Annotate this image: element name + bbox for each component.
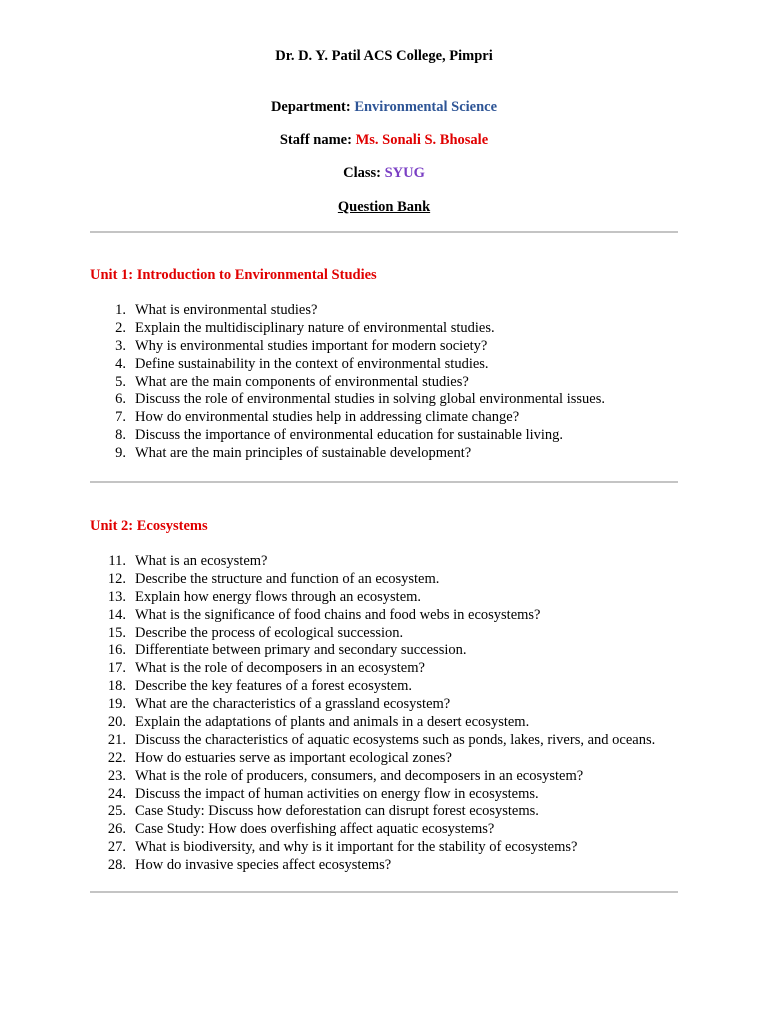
doc-title-text: Question Bank: [337, 199, 431, 215]
divider-rule: [90, 231, 678, 233]
question-text: What are the main components of environmental studies?: [135, 373, 469, 390]
list-item: [100, 553, 655, 571]
list-item: [100, 786, 655, 804]
class-value: SYUG: [384, 165, 425, 181]
list-item: [100, 356, 605, 374]
question-number: 26.: [107, 821, 126, 838]
doc-title: [0, 198, 768, 216]
question-text: Discuss the importance of environmental education for sustainable living.: [135, 427, 564, 444]
question-text: Describe the process of ecological succession.: [135, 624, 404, 641]
question-text: What is the role of producers, consumers, and decomposers in an ecosystem?: [135, 767, 584, 784]
question-number: 9.: [115, 445, 126, 462]
question-number: 8.: [115, 427, 126, 444]
question-text: What is the significance of food chains and food webs in ecosystems?: [135, 606, 541, 623]
list-item: [100, 821, 655, 839]
list-item: [100, 427, 605, 445]
question-number: 1.: [115, 302, 126, 318]
question-text: Discuss the characteristics of aquatic ecosystems such as ponds, lakes, rivers, and oceans.: [135, 731, 656, 748]
question-text: Explain the adaptations of plants and animals in a desert ecosystem.: [135, 714, 530, 731]
question-number: 21.: [107, 731, 126, 748]
question-number: 14.: [107, 606, 126, 623]
question-text: What is environmental studies?: [135, 302, 318, 318]
question-text: How do estuaries serve as important ecological zones?: [135, 749, 452, 766]
question-number: 22.: [107, 749, 126, 766]
class-line: [0, 164, 768, 182]
staff-line: [0, 131, 768, 149]
question-text: What is the role of decomposers in an ecosystem?: [135, 660, 425, 677]
question-number: 3.: [115, 337, 126, 354]
list-item: [100, 607, 655, 625]
question-number: 12.: [107, 570, 126, 587]
question-number: 13.: [107, 588, 126, 605]
list-item: [100, 768, 655, 786]
question-text: Why is environmental studies important for modern society?: [135, 337, 488, 354]
question-text: What are the characteristics of a grassland ecosystem?: [135, 696, 451, 713]
question-text: Define sustainability in the context of environmental studies.: [135, 355, 489, 372]
list-item: [100, 839, 655, 857]
college-name-text: Dr. D. Y. Patil ACS College, Pimpri: [275, 48, 493, 64]
college-name: [0, 47, 768, 65]
question-text: Discuss the role of environmental studies in solving global environmental issues.: [135, 391, 605, 408]
list-item: [100, 678, 655, 696]
list-item: [100, 642, 655, 660]
question-number: 23.: [107, 767, 126, 784]
question-text: How do environmental studies help in addressing climate change?: [135, 409, 520, 426]
question-text: Describe the key features of a forest ecosystem.: [135, 678, 412, 695]
list-item: [100, 374, 605, 392]
question-text: Case Study: Discuss how deforestation can disrupt forest ecosystems.: [135, 803, 539, 820]
list-item: [100, 589, 655, 607]
question-text: How do invasive species affect ecosystems?: [135, 857, 392, 874]
question-number: 25.: [107, 803, 126, 820]
question-number: 27.: [107, 839, 126, 856]
question-text: What is biodiversity, and why is it important for the stability of ecosystems?: [135, 839, 578, 856]
department-value: Environmental Science: [354, 99, 498, 115]
list-item: [100, 571, 655, 589]
list-item: [100, 732, 655, 750]
question-number: 4.: [115, 355, 126, 372]
question-number: 2.: [115, 319, 126, 336]
department-label: Department:: [270, 99, 351, 115]
unit-2-heading: Unit 2: Ecosystems: [90, 518, 208, 534]
question-number: 28.: [107, 857, 126, 874]
question-text: What is an ecosystem?: [135, 553, 268, 569]
class-label: Class:: [343, 165, 381, 181]
unit-1-heading: Unit 1: Introduction to Environmental Studies: [90, 267, 377, 283]
question-number: 16.: [107, 642, 126, 659]
list-item: [100, 338, 605, 356]
question-text: Describe the structure and function of an ecosystem.: [135, 570, 440, 587]
list-item: [100, 660, 655, 678]
question-number: 18.: [107, 678, 126, 695]
list-item: [100, 320, 605, 338]
staff-value: Ms. Sonali S. Bhosale: [355, 132, 489, 148]
question-number: 19.: [107, 696, 126, 713]
question-number: 6.: [115, 391, 126, 408]
question-text: Explain how energy flows through an ecosystem.: [135, 588, 422, 605]
unit-2-question-list: [100, 553, 655, 875]
question-number: 20.: [107, 714, 126, 731]
list-item: [100, 409, 605, 427]
question-text: What are the main principles of sustainable development?: [135, 445, 472, 462]
question-text: Explain the multidisciplinary nature of environmental studies.: [135, 319, 495, 336]
list-item: [100, 445, 605, 463]
divider-rule: [90, 891, 678, 893]
question-number: 11.: [108, 553, 126, 569]
question-text: Differentiate between primary and secondary succession.: [135, 642, 467, 659]
question-number: 7.: [115, 409, 126, 426]
list-item: [100, 803, 655, 821]
list-item: [100, 714, 655, 732]
question-number: 24.: [107, 785, 126, 802]
question-number: 15.: [107, 624, 126, 641]
question-number: 5.: [115, 373, 126, 390]
staff-label: Staff name:: [279, 132, 352, 148]
list-item: [100, 391, 605, 409]
divider-rule: [90, 481, 678, 483]
unit-1-question-list: [100, 302, 605, 463]
list-item: [100, 625, 655, 643]
list-item: [100, 696, 655, 714]
list-item: [100, 750, 655, 768]
department-line: [0, 98, 768, 116]
list-item: [100, 857, 655, 875]
question-number: 17.: [107, 660, 126, 677]
question-text: Case Study: How does overfishing affect aquatic ecosystems?: [135, 821, 495, 838]
question-text: Discuss the impact of human activities on energy flow in ecosystems.: [135, 785, 539, 802]
list-item: [100, 302, 605, 320]
